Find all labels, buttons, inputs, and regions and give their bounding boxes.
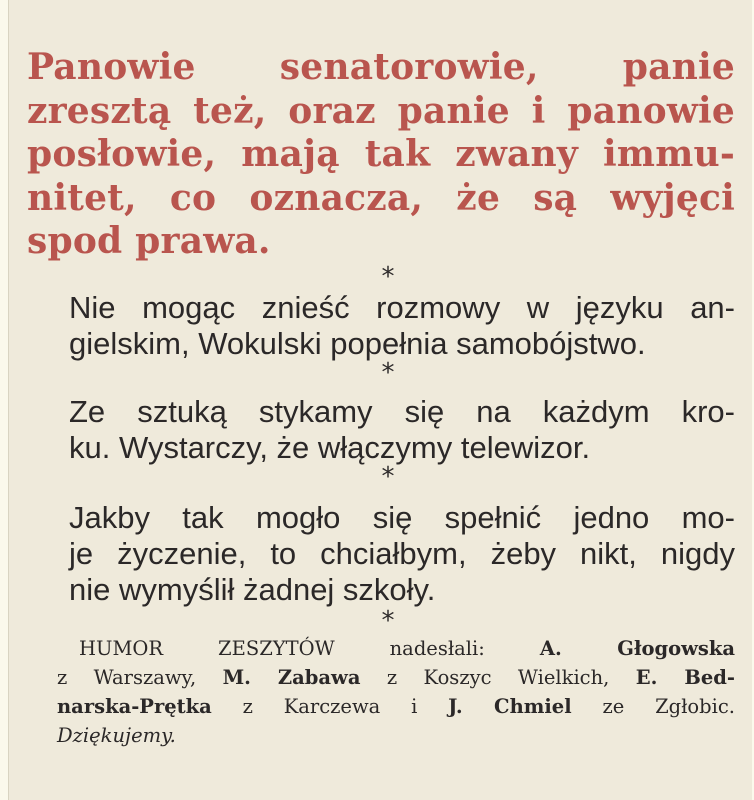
joke-paragraph xyxy=(27,500,735,608)
clipping-page xyxy=(8,0,752,800)
headline-line: nitet, co oznacza, że są wyjęci xyxy=(27,176,735,219)
joke-line: Nie mogąc znieść rozmowy w języku an- xyxy=(69,289,735,325)
joke-line: nie wymyślił żadnej szkoły. xyxy=(69,571,436,607)
joke-line: Jakby tak mogło się spełnić jedno mo- xyxy=(69,499,735,535)
separator-star: * xyxy=(381,461,395,492)
headline-line: zresztą też, oraz panie i panowie xyxy=(27,89,735,132)
separator-star: * xyxy=(381,261,395,292)
headline-line: Panowie senatorowie, panie xyxy=(27,46,735,88)
credits-text: z Koszyc Wielkich, xyxy=(360,665,636,689)
credits-line xyxy=(57,663,735,692)
joke-line: Ze sztuką stykamy się na każdym kro- xyxy=(69,393,735,429)
joke-line: je życzenie, to chciałbym, żeby nikt, nigdy xyxy=(69,535,735,571)
credits-line xyxy=(57,634,735,663)
headline-line: spod prawa. xyxy=(27,220,271,262)
credits-text: nadesłali: xyxy=(334,636,540,660)
humor-column xyxy=(27,46,735,750)
contributor-name: J. Chmiel xyxy=(448,694,572,718)
contributor-name: M. Zabawa xyxy=(222,665,361,689)
credits-text: z Warszawy, xyxy=(57,665,223,689)
contributor-name: E. Bed- xyxy=(635,665,735,689)
joke-paragraph xyxy=(27,394,735,466)
joke-line: ku. Wystarczy, że włączymy telewizor. xyxy=(69,429,591,465)
headline-line: posłowie, mają tak zwany immu- xyxy=(27,133,735,175)
contributor-name: narska-Prętka xyxy=(57,694,212,718)
joke-line: gielskim, Wokulski popełnia samobójstwo. xyxy=(69,325,646,361)
credits-text: ze Zgłobic. xyxy=(571,694,736,718)
headline-joke xyxy=(27,46,735,264)
separator-star: * xyxy=(381,605,395,636)
credits-paragraph xyxy=(27,634,735,750)
credits-line xyxy=(57,721,735,750)
separator-star: * xyxy=(381,357,395,388)
credits-text: z Karczewa i xyxy=(211,694,449,718)
thanks-text: Dziękujemy. xyxy=(57,723,176,747)
contributor-name: A. Głogowska xyxy=(539,636,736,660)
credits-line xyxy=(57,692,735,721)
joke-paragraph xyxy=(27,290,735,362)
section-label: HUMOR ZESZYTÓW xyxy=(79,636,335,660)
